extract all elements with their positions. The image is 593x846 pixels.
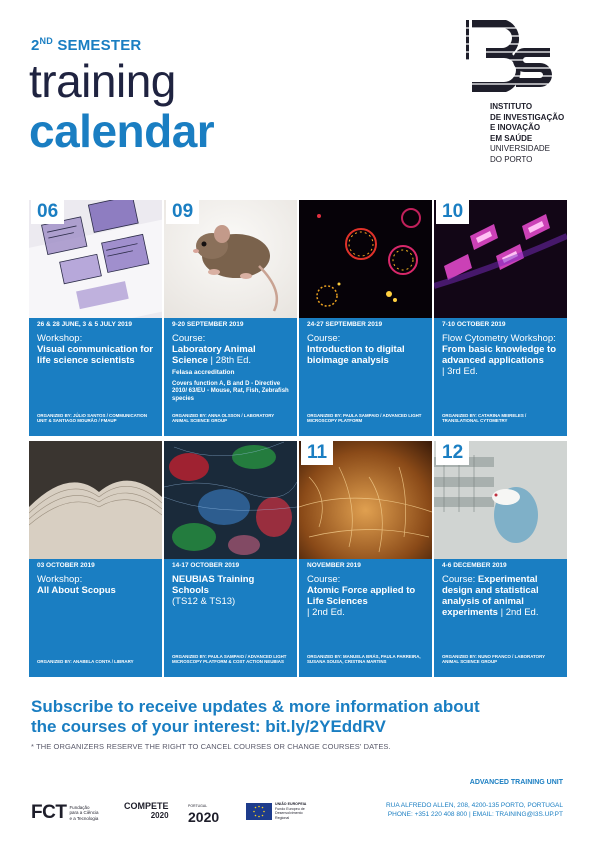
course-type: Course: [172,333,206,344]
phone-email[interactable]: PHONE: +351 220 408 800 | EMAIL: TRAINING@I3S.UP.PT [387,811,563,818]
sponsor-logos [31,800,361,824]
course-date: 7-10 OCTOBER 2019 [442,321,506,328]
course-date: NOVEMBER 2019 [307,562,361,569]
address: RUA ALFREDO ALLEN, 208, 4200-135 PORTO, PORTUGAL [385,802,563,809]
sketch-illustration-image [29,196,162,318]
course-organizers: ORGANIZED BY: PAULA SAMPAIO / ADVANCED LIGHT MICROSCOPY PLATFORM & COST ACTION NEUBIAS [172,653,287,665]
day-badge: 09 [166,200,199,224]
course-organizers: ORGANIZED BY: ANNA OLSSON / LABORATORY ANIMAL SCIENCE GROUP [172,412,275,424]
course-title: NEUBIAS Training Schools [172,574,255,596]
course-card-visual-communication[interactable] [29,196,162,436]
afm-texture-image [299,437,432,559]
course-date: 9-20 SEPTEMBER 2019 [172,321,244,328]
course-date: 4-6 DECEMBER 2019 [442,562,507,569]
course-date: 26 & 28 JUNE, 3 & 5 JULY 2019 [37,321,133,328]
i3s-logo [466,14,576,98]
subscribe-text: Subscribe to receive updates & more information about the courses of your interest: bit.ly/2YEddRV [31,697,571,737]
title-training: training [29,55,176,107]
course-type: Workshop: [37,333,83,344]
course-date: 14-17 OCTOBER 2019 [172,562,240,569]
course-card-flow-cytometry[interactable] [434,196,567,436]
mouse-photo-image [164,196,297,318]
course-edition: (TS12 & TS13) [172,596,236,607]
disclaimer: * THE ORGANIZERS RESERVE THE RIGHT TO CANCEL COURSES OR CHANGE COURSES' DATES. [31,742,391,751]
fluorescence-cells-image [299,196,432,318]
subscribe-link[interactable]: the courses of your interest: bit.ly/2YEddRV [31,717,386,736]
portugal-2020-logo: PORTUGAL 2020 [188,804,220,825]
day-badge: 12 [436,441,469,465]
course-coverage: Covers function A, B and D - Directive 2010/ 63/EU - Mouse, Rat, Fish, Zebrafish species [172,380,289,402]
course-date: 24-27 SEPTEMBER 2019 [307,321,383,328]
course-organizers: ORGANIZED BY: JÚLIO SANTOS / COMMUNICATION UNIT & SANTIAGO MOURÃO / FMAUP [37,412,148,424]
course-card-experimental-design[interactable] [434,437,567,677]
title-calendar: calendar [29,105,215,157]
course-title: Atomic Force applied to Life Sciences [307,585,416,607]
course-title: Introduction to digital bioimage analysis [307,344,405,366]
course-card-neubias[interactable] [164,437,297,677]
lab-mouse-image [434,437,567,559]
course-date: 03 OCTOBER 2019 [37,562,95,569]
course-organizers: ORGANIZED BY: NUNO FRANCO / LABORATORY ANIMAL SCIENCE GROUP [442,653,545,665]
course-card-bioimage-analysis[interactable] [299,196,432,436]
course-card-all-about-scopus[interactable] [29,437,162,677]
day-badge: 10 [436,200,469,224]
contact-info [386,801,563,819]
fct-logo: FCT Fundação para a Ciência e a Tecnologia [31,802,99,823]
course-type: Course: [307,333,341,344]
open-book-image [29,437,162,559]
course-edition: | 3rd Ed. [442,366,478,377]
course-organizers: ORGANIZED BY: CATARINA MEIRELES / TRANSLATIONAL CYTOMETRY [442,412,527,424]
course-accreditation: Felasa accreditation [172,369,235,376]
eu-flag-icon [246,803,272,820]
course-grid [29,196,568,677]
course-card-atomic-force[interactable] [299,437,432,677]
semester-label: 2ND SEMESTER [31,36,142,54]
course-title: Course: Experimental design and statistical analysis of animal experiments | 2nd Ed. [442,574,539,618]
course-title: All About Scopus [37,585,116,596]
institute-name: INSTITUTO DE INVESTIGAÇÃO E INOVAÇÃO EM SAÚDE UNIVERSIDADE DO PORTO [490,102,565,164]
course-organizers: ORGANIZED BY: MANUELA BRÁS, PAULA PARREIRA, SUSANA SOUSA, CRISTINA MARTINS [307,653,421,665]
course-card-laboratory-animal-science[interactable] [164,196,297,436]
course-organizers: ORGANIZED BY: PAULA SAMPAIO / ADVANCED LIGHT MICROSCOPY PLATFORM [307,412,422,424]
course-organizers: ORGANIZED BY: ANABELA CONTA / LIBRARY [37,659,134,665]
course-edition: | 2nd Ed. [307,607,345,618]
course-title: Flow Cytometry Workshop: From basic knowledge to advanced applications [442,333,557,366]
course-type: Course: [307,574,341,585]
eu-logo: UNIÃO EUROPEIA Fundo Europeu de Desenvolvimento Regional [246,802,315,820]
compete-logo: COMPETE 2020 [124,801,169,820]
tissue-fluorescence-image [164,437,297,559]
training-unit-label: ADVANCED TRAINING UNIT [469,779,563,786]
course-title: Laboratory Animal Science | 28th Ed. [172,344,256,366]
course-type: Workshop: [37,574,83,585]
course-title: Visual communication for life science scientists [37,344,153,366]
day-badge: 06 [31,200,64,224]
day-badge: 11 [301,441,333,465]
laser-light-image [434,196,567,318]
